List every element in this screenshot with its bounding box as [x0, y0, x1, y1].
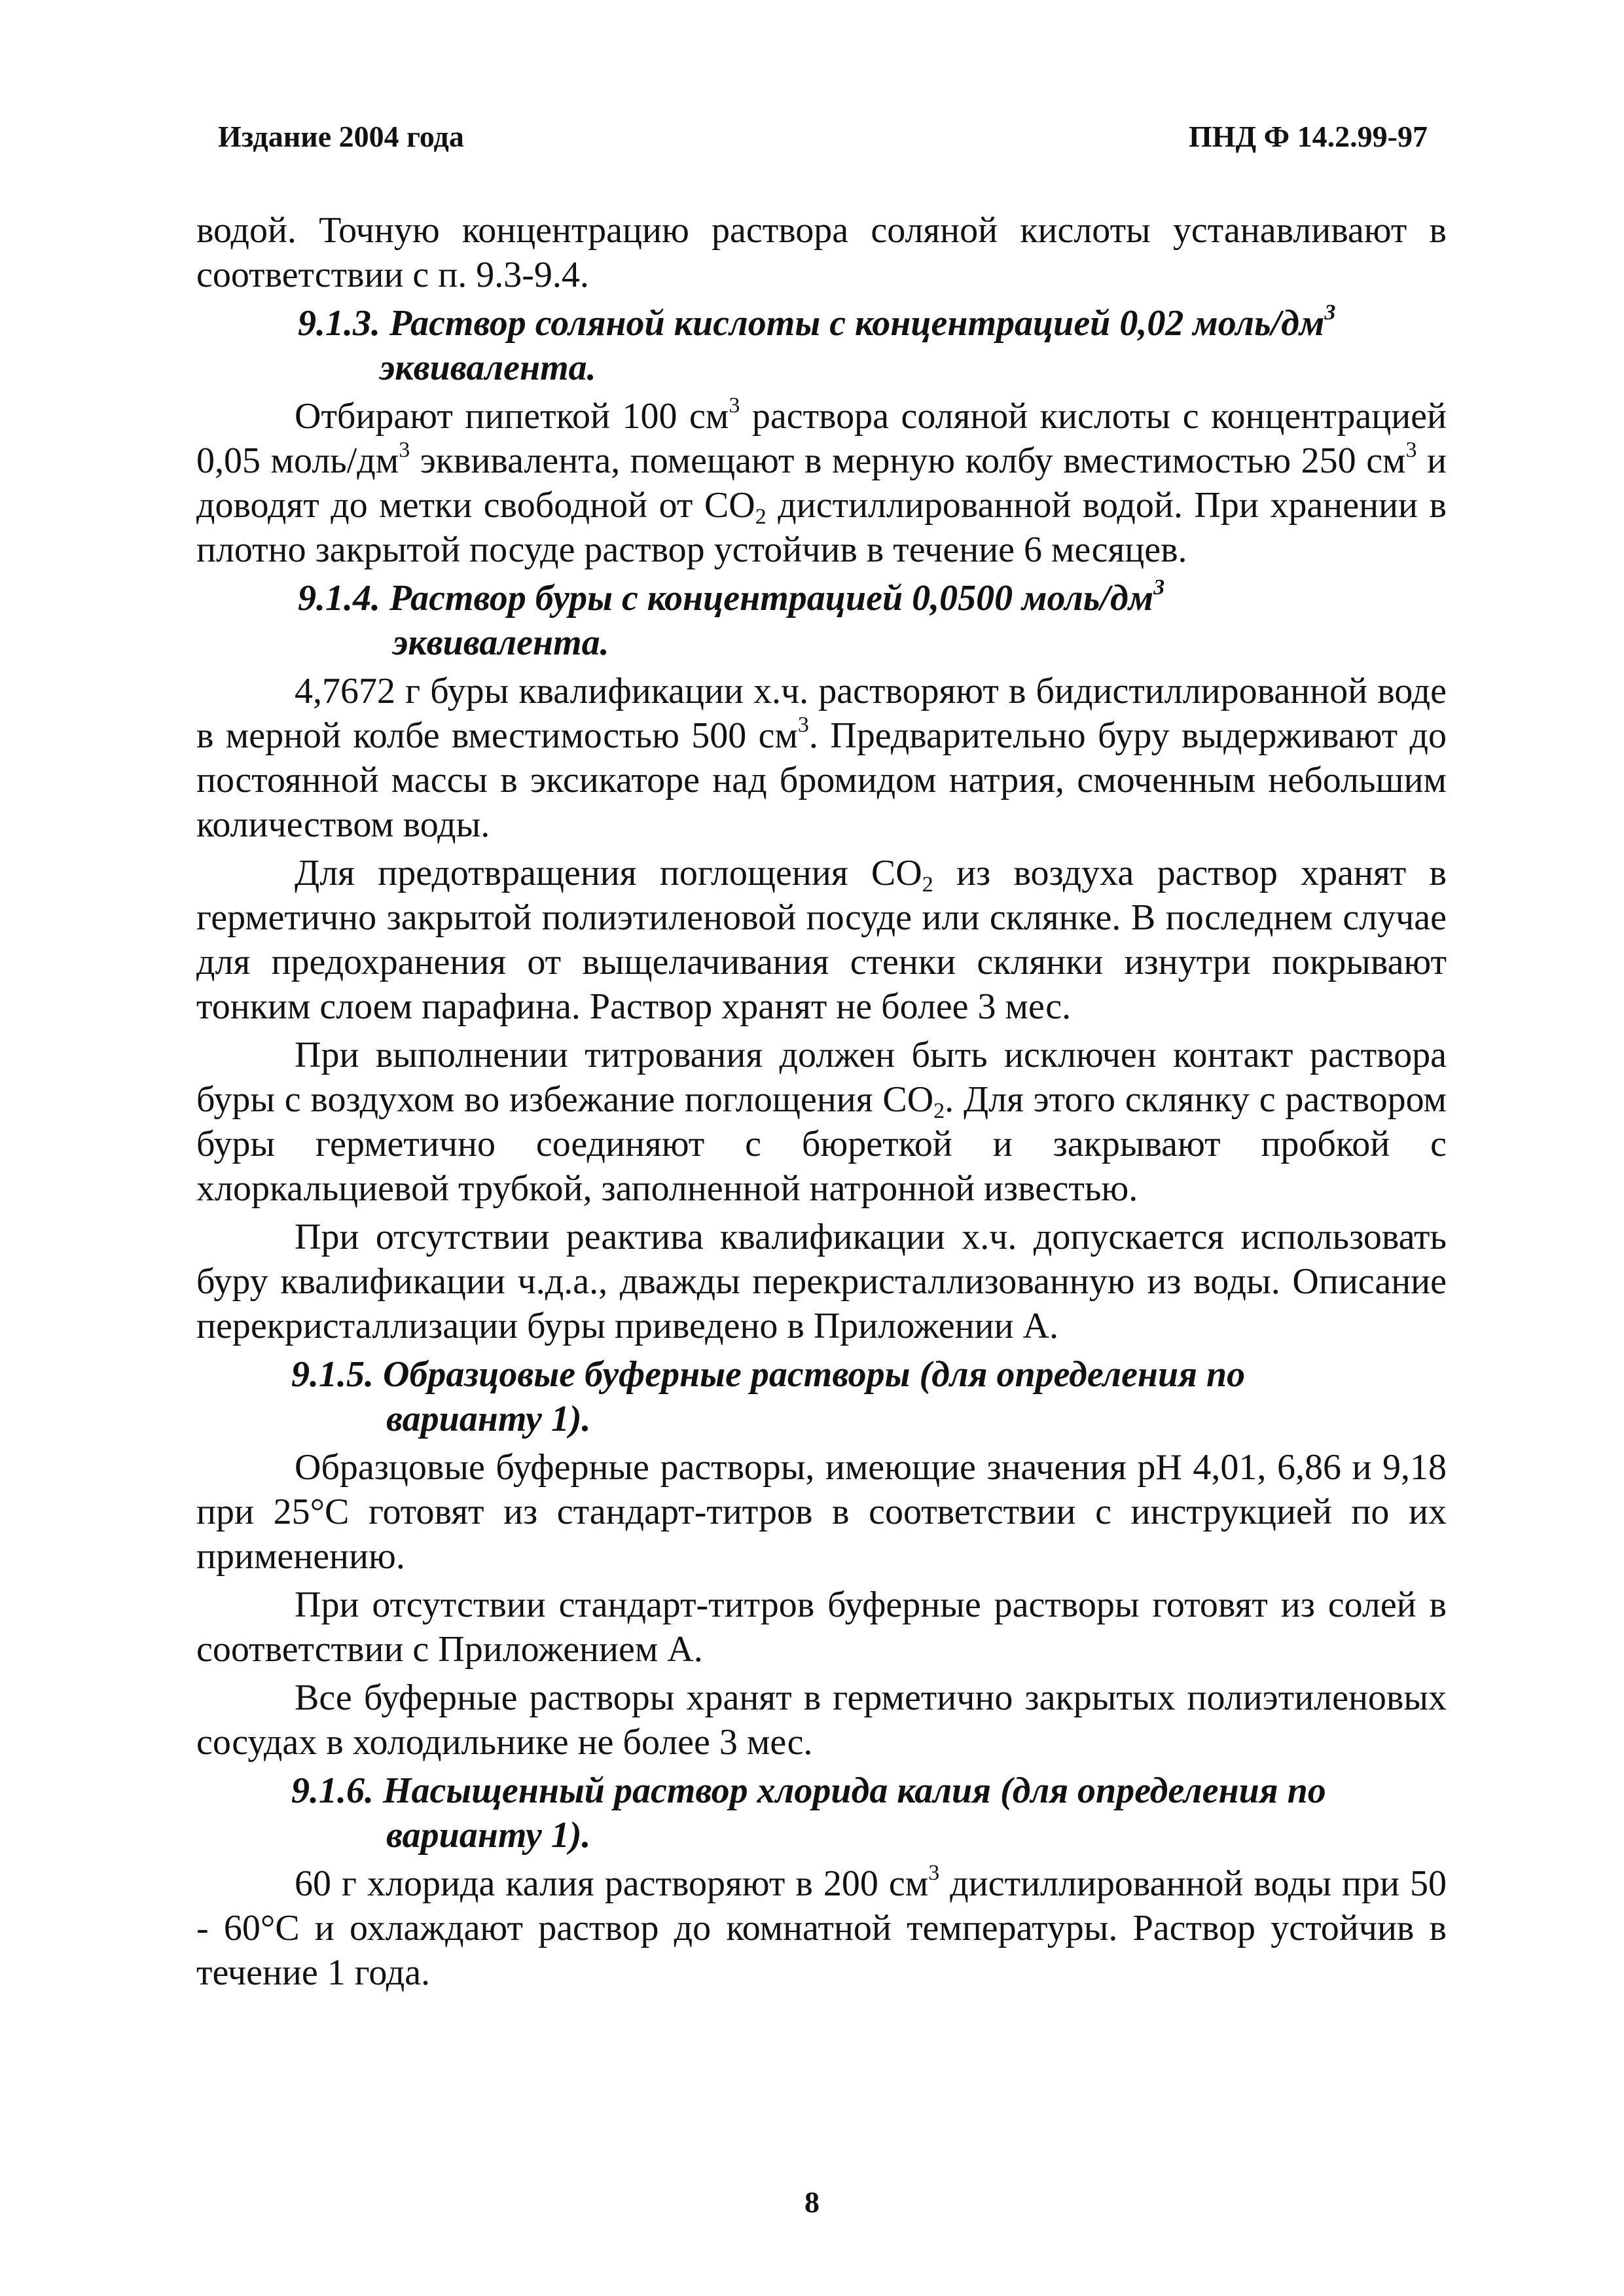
- document-code: ПНД Ф 14.2.99-97: [1188, 120, 1428, 153]
- paragraph: Все буферные растворы хранят в герметично закрытых полиэтиленовых сосудах в холодильнике не более 3 мес.: [196, 1677, 1447, 1763]
- section-number: 9.1.4.: [298, 578, 380, 619]
- paragraph: При выполнении титрования должен быть исключен контакт раствора буры с воздухом во избежание поглощения $CO_2$. Для этого склянку с раствором буры герметично соединяют с бюреткой и закрывают пробкой с хлоркальциевой трубкой, заполненной натронной известью.: [196, 1035, 1447, 1209]
- paragraph: Образцовые буферные растворы, имеющие значения pH 4,01, 6,86 и 9,18 при 25°С готовят из стандарт-титров в соответствии с инструкцией по их применению.: [196, 1447, 1447, 1577]
- section-title: Образцовые буферные растворы (для определения по: [383, 1354, 1246, 1395]
- section-heading-9-1-4: 9.1.4. Раствор буры с концентрацией 0,0500 моль/$дм^3$ эквивалента.: [196, 576, 1447, 665]
- section-heading-9-1-5: [196, 1352, 1447, 1441]
- section-title-continuation: эквивалента.: [380, 348, 596, 388]
- paragraph: 4,7672 г буры квалификации х.ч. растворяют в бидистиллированной воде в мерной колбе вместимостью 500 $см^3$. Предварительно буру выдерживают до постоянной массы в эксикаторе над бромидом натрия, смоченным небольшим количеством воды.: [196, 671, 1447, 845]
- section-title-continuation: варианту 1).: [386, 1399, 591, 1439]
- document-body: [196, 208, 1447, 1999]
- section-number: 9.1.6.: [291, 1770, 374, 1811]
- section-title-continuation: варианту 1).: [386, 1815, 591, 1856]
- edition-label: Издание 2004 года: [218, 120, 464, 153]
- paragraph: Отбирают пипеткой 100 $см^3$ раствора соляной кислоты с концентрацией 0,05 моль/$дм^3$ эквивалента, помещают в мерную колбу вместимостью 250 $см^3$ и доводят до метки свободной от $CO_2$ дистиллированной водой. При хранении в плотно закрытой посуде раствор устойчив в течение 6 месяцев.: [196, 393, 1447, 570]
- paragraph: При отсутствии стандарт-титров буферные растворы готовят из солей в соответствии с Приложением А.: [196, 1585, 1447, 1670]
- section-heading-9-1-3: 9.1.3. Раствор соляной кислоты с концентрацией 0,02 моль/$дм^3$ эквивалента.: [196, 301, 1447, 390]
- section-title: Раствор соляной кислоты с концентрацией 0,02 моль/дм: [389, 303, 1325, 344]
- page-number: 8: [804, 2185, 820, 2219]
- paragraph: 60 г хлорида калия растворяют в 200 $см^3$ дистиллированной воды при 50 - 60°С и охлаждают раствор до комнатной температуры. Раствор устойчив в течение 1 года.: [196, 1861, 1447, 1993]
- paragraph-continuation: водой. Точную концентрацию раствора соляной кислоты устанавливают в соответствии с п. 9.3-9.4.: [196, 210, 1447, 295]
- section-heading-9-1-6: [196, 1768, 1447, 1857]
- page-header: [218, 119, 1428, 165]
- section-title: Насыщенный раствор хлорида калия (для определения по: [383, 1770, 1326, 1811]
- section-title: Раствор буры с концентрацией 0,0500 моль/дм: [389, 578, 1154, 619]
- section-number: 9.1.5.: [291, 1354, 374, 1395]
- section-number: 9.1.3.: [298, 303, 380, 344]
- paragraph: Для предотвращения поглощения $CO_2$ из воздуха раствор хранят в герметично закрытой полиэтиленовой посуде или склянке. В последнем случае для предохранения от выщелачивания стенки склянки изнутри покрывают тонким слоем парафина. Раствор хранят не более 3 мес.: [196, 853, 1447, 1027]
- section-title-continuation: эквивалента.: [393, 622, 609, 663]
- paragraph: При отсутствии реактива квалификации х.ч. допускается использовать буру квалификации ч.д.а., дважды перекристаллизованную из воды. Описание перекристаллизации буры приведено в Приложении А.: [196, 1217, 1447, 1346]
